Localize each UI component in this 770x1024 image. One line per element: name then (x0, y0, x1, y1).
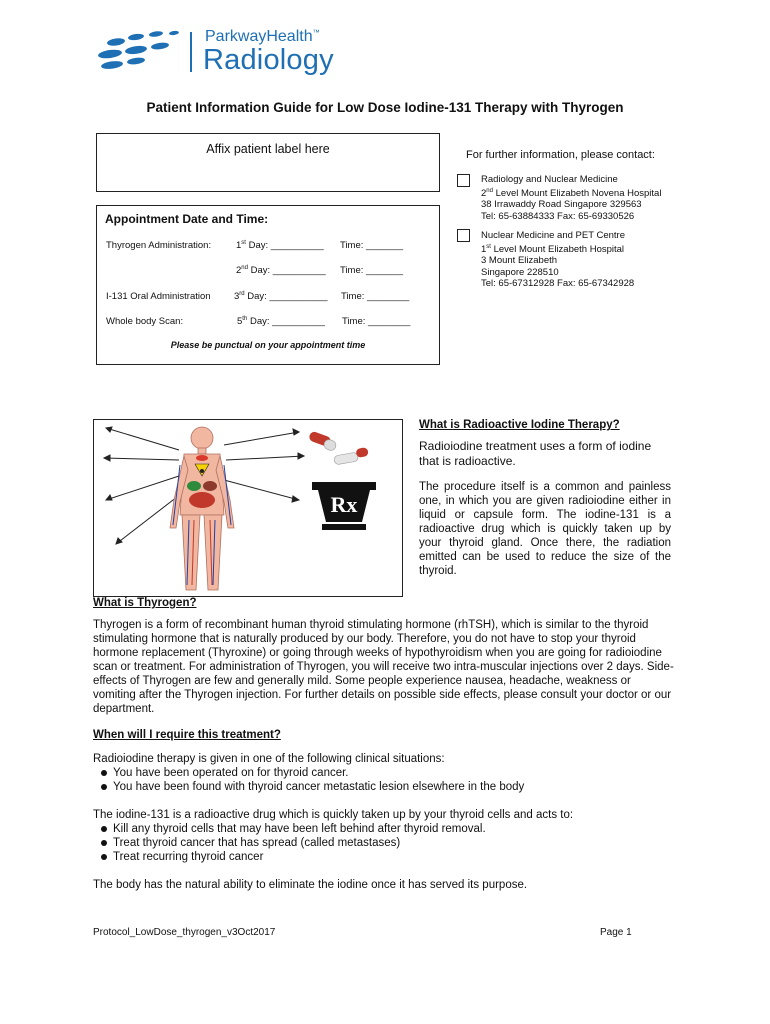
appointment-row-time: Time: _______ (340, 240, 404, 251)
appointment-row-label: Whole body Scan: (106, 316, 184, 327)
appointment-row-time: Time: _______ (340, 265, 404, 276)
list-item: Treat thyroid cancer that has spread (called metastases) (93, 836, 676, 850)
logo-department-name: Radiology (203, 44, 334, 76)
appointment-row-day: 1st Day: __________ (236, 240, 324, 252)
therapy-illustration (93, 419, 403, 597)
list-item: You have been operated on for thyroid cancer. (93, 766, 676, 780)
human-body-icon (94, 420, 402, 596)
capsule-icon (308, 431, 369, 465)
appointment-row-label: Thyrogen Administration: (106, 240, 212, 251)
section-heading-radioactive: What is Radioactive Iodine Therapy? (419, 419, 620, 431)
appointment-title: Appointment Date and Time: (105, 212, 269, 226)
contact-heading: For further information, please contact: (466, 149, 655, 161)
appointment-row-day: 3rd Day: ___________ (234, 291, 328, 303)
patient-label-placeholder: Affix patient label here (206, 142, 330, 156)
appointment-row-time: Time: ________ (342, 316, 411, 327)
footer-page-number: Page 1 (600, 927, 632, 938)
appointment-box (96, 205, 440, 365)
section-heading-thyrogen: What is Thyrogen? (93, 597, 197, 609)
appointment-row-time: Time: ________ (341, 291, 410, 302)
page-title: Patient Information Guide for Low Dose Iodine-131 Therapy with Thyrogen (146, 100, 624, 115)
appointment-row-label: I-131 Oral Administration (106, 291, 211, 302)
thyrogen-description: Thyrogen is a form of recombinant human thyroid stimulating hormone (rhTSH), which is similar to the thyroid stimulating hormone that is naturally produced by our body. Therefore, you do not have to stop your thyroid hormone replacement (Thyroxine) or going through weeks of hypothyroidism when you are going for radioiodine scan or treatment. For administration of Thyrogen, you will receive two intra-muscular injections over 2 days. Side-effects of Thyrogen are few and generally mild. Some people experience nausea, headache, weakness or vomiting after the Thyrogen injection. For further details on possible side effects, please consult your doctor or our department. (93, 619, 674, 715)
situations-list (93, 766, 676, 794)
acts-list (93, 822, 676, 864)
list-item: Kill any thyroid cells that may have been left behind after thyroid removal. (93, 822, 676, 836)
footer-document-id: Protocol_LowDose_thyrogen_v3Oct2017 (93, 927, 276, 938)
radioactive-procedure: The procedure itself is a common and painless one, in which you are given radioiodine either in liquid or capsule form. The iodine-131 is a radioactive drug which is quickly taken up by your thyroid gland. Once there, the radiation emitted can be used to reduce the size of the thyroid. (419, 481, 671, 577)
radioactive-intro: Radioiodine treatment uses a form of iodine that is radioactive. (419, 439, 652, 468)
location-checkbox[interactable] (457, 229, 470, 242)
appointment-row-day: 2nd Day: __________ (236, 265, 326, 277)
appointment-row-day: 5th Day: __________ (237, 316, 325, 328)
location-address: Radiology and Nuclear Medicine 2nd Level Mount Elizabeth Novena Hospital 38 Irrawaddy Road Singapore 329563 Tel: 65-63884333 Fax: 65-69330526 (481, 174, 662, 222)
location-address: Nuclear Medicine and PET Centre 1st Level Mount Elizabeth Hospital 3 Mount Elizabeth Singapore 228510 Tel: 65-67312928 Fax: 65-67342928 (481, 230, 635, 290)
svg-text:Rx: Rx (330, 492, 358, 517)
logo-brand-name: ParkwayHealth™ (205, 28, 320, 45)
punctuality-note: Please be punctual on your appointment time (170, 340, 366, 350)
rx-mortar-icon (312, 482, 376, 530)
section-heading-when-required: When will I require this treatment? (93, 729, 281, 741)
situations-intro: Radioiodine therapy is given in one of the following clinical situations: (93, 753, 445, 765)
patient-label-box (96, 133, 440, 192)
list-item: You have been found with thyroid cancer metastatic lesion elsewhere in the body (93, 780, 676, 794)
list-item: Treat recurring thyroid cancer (93, 850, 676, 864)
location-checkbox[interactable] (457, 174, 470, 187)
closing-statement: The body has the natural ability to eliminate the iodine once it has served its purpose. (93, 879, 528, 891)
acts-intro: The iodine-131 is a radioactive drug which is quickly taken up by your thyroid cells and acts to: (93, 809, 574, 821)
